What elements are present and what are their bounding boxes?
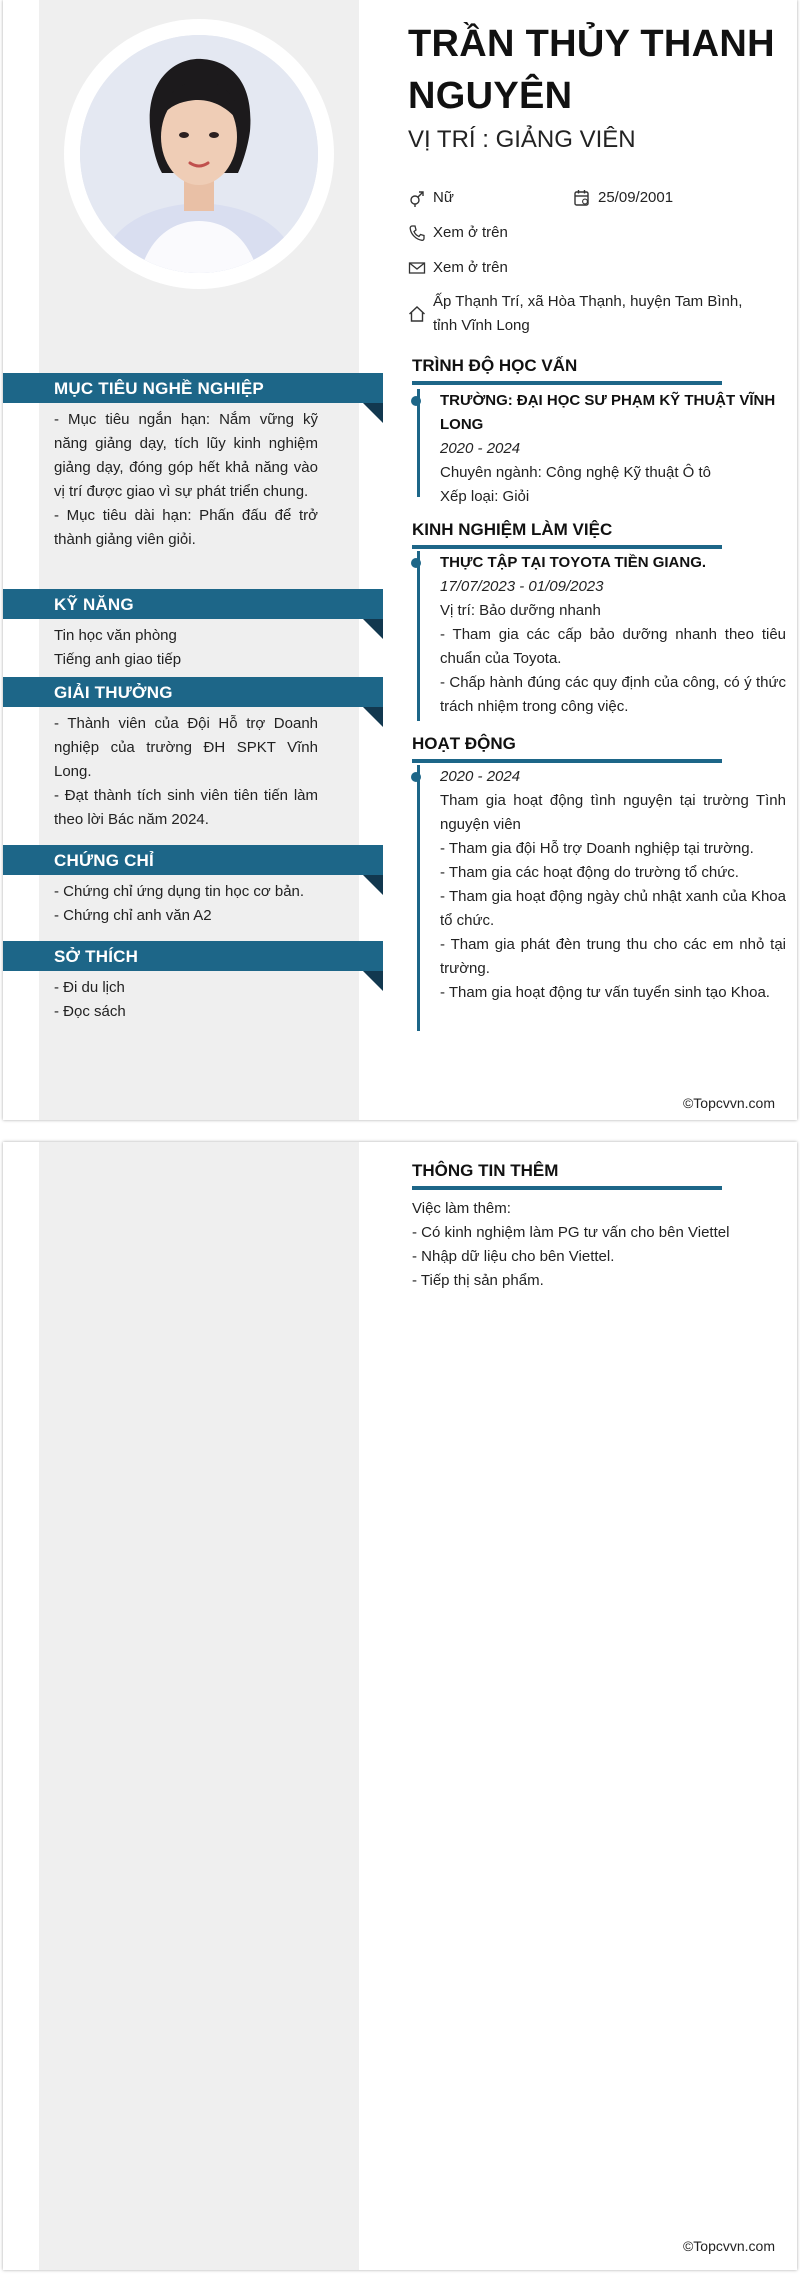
education-major: Chuyên ngành: Công nghệ Kỹ thuật Ô tô xyxy=(440,464,712,481)
certificates-title: CHỨNG CHỈ xyxy=(54,851,154,870)
home-icon xyxy=(408,305,426,323)
gender-value: Nữ xyxy=(433,189,454,206)
activity-item: - Tham gia hoạt động ngày chủ nhật xanh của Khoa tổ chức. xyxy=(440,888,786,929)
education-title: TRÌNH ĐỘ HỌC VẤN xyxy=(412,356,578,375)
phone-value: Xem ở trên xyxy=(433,224,508,241)
activity-item: - Tham gia hoạt động tư vấn tuyển sinh tạo Khoa. xyxy=(440,984,770,1001)
candidate-name: TRẦN THỦY THANH NGUYÊN xyxy=(408,23,775,117)
email-icon xyxy=(408,259,426,277)
objective-line: - Mục tiêu dài hạn: Phấn đấu để trở thành giảng viên giỏi. xyxy=(54,507,318,548)
experience-heading xyxy=(412,520,722,540)
ribbon-fold xyxy=(363,707,383,727)
ribbon-fold xyxy=(363,971,383,991)
skills-body xyxy=(54,624,318,672)
skill-item: Tiếng anh giao tiếp xyxy=(54,651,182,668)
activities-dates: 2020 - 2024 xyxy=(440,768,521,785)
award-item: - Đạt thành tích sinh viên tiên tiến làm theo lời Bác năm 2024. xyxy=(54,787,318,828)
skill-item: Tin học văn phòng xyxy=(54,627,177,644)
award-item: - Thành viên của Đội Hỗ trợ Doanh nghiệp của trường ĐH SPKT Vĩnh Long. xyxy=(54,715,318,780)
cv-page-2 xyxy=(3,1142,797,2270)
heading-underline xyxy=(412,545,722,549)
heading-underline xyxy=(412,381,722,385)
awards-heading xyxy=(3,677,383,707)
left-sidebar xyxy=(39,1142,359,2270)
profile-photo xyxy=(80,35,318,273)
address-line-2: tỉnh Vĩnh Long xyxy=(433,317,530,334)
certificates-body xyxy=(54,880,318,928)
gender-icon xyxy=(408,189,426,207)
heading-underline xyxy=(412,759,722,763)
hobbies-title: SỞ THÍCH xyxy=(54,947,139,966)
hobby-item: - Đi du lịch xyxy=(54,979,125,996)
activities-heading xyxy=(412,734,722,754)
ribbon-fold xyxy=(363,619,383,639)
dob-row xyxy=(573,186,773,210)
certificates-section xyxy=(3,845,383,924)
hobby-item: - Đọc sách xyxy=(54,1003,126,1020)
certificate-item: - Chứng chỉ anh văn A2 xyxy=(54,907,212,924)
ribbon-fold xyxy=(363,875,383,895)
experience-timeline xyxy=(417,551,786,721)
extra-info-heading xyxy=(412,1161,722,1181)
experience-title: KINH NGHIỆM LÀM VIỆC xyxy=(412,520,613,539)
extra-line: Việc làm thêm: xyxy=(412,1200,511,1217)
email-value: Xem ở trên xyxy=(433,259,508,276)
extra-line: - Có kinh nghiệm làm PG tư vấn cho bên Viettel xyxy=(412,1224,730,1241)
objective-section xyxy=(3,373,383,548)
extra-info-body xyxy=(412,1197,782,1293)
hobbies-body xyxy=(54,976,318,1024)
certificate-item: - Chứng chỉ ứng dụng tin học cơ bản. xyxy=(54,883,305,900)
job-position: VỊ TRÍ : GIẢNG VIÊN xyxy=(408,126,636,153)
footer-brand: ©Topcvvn.com xyxy=(682,2238,775,2254)
address-line-1: Ấp Thạnh Trí, xã Hòa Thạnh, huyện Tam Bình, xyxy=(433,293,743,310)
profile-photo-frame xyxy=(64,19,334,289)
skills-section xyxy=(3,589,383,668)
objective-line: - Mục tiêu ngắn hạn: Nắm vững kỹ năng giảng dạy, tích lũy kinh nghiệm giảng dạy, đóng góp hết khả năng vào vị trí được giao vì sự phát triển chung. xyxy=(54,411,318,500)
awards-section xyxy=(3,677,383,828)
skills-heading xyxy=(3,589,383,619)
experience-line: Vị trí: Bảo dưỡng nhanh xyxy=(440,602,601,619)
awards-body xyxy=(54,712,318,832)
experience-line: - Tham gia các cấp bảo dưỡng nhanh theo tiêu chuẩn của Toyota. xyxy=(440,626,786,667)
email-row xyxy=(408,256,708,280)
extra-line: - Tiếp thị sản phẩm. xyxy=(412,1272,544,1289)
activities-entry xyxy=(420,765,786,1005)
education-heading xyxy=(412,356,722,376)
activity-item: Tham gia hoạt động tình nguyện tại trường Tình nguyện viên xyxy=(440,792,786,833)
experience-dates: 17/07/2023 - 01/09/2023 xyxy=(440,578,604,595)
activity-item: - Tham gia đội Hỗ trợ Doanh nghiệp tại trường. xyxy=(440,840,754,857)
activities-timeline xyxy=(417,765,786,1031)
objective-title: MỤC TIÊU NGHỀ NGHIỆP xyxy=(54,379,264,398)
gender-row xyxy=(408,186,568,210)
phone-row xyxy=(408,221,708,245)
cv-page-1 xyxy=(3,0,797,1120)
heading-underline xyxy=(412,1186,722,1190)
ribbon-fold xyxy=(363,403,383,423)
hobbies-section xyxy=(3,941,383,1020)
education-dates: 2020 - 2024 xyxy=(440,440,521,457)
skills-title: KỸ NĂNG xyxy=(54,595,134,614)
phone-icon xyxy=(408,224,426,242)
experience-line: - Chấp hành đúng các quy định của công, có ý thức trách nhiệm trong công việc. xyxy=(440,674,786,715)
school-name: TRƯỜNG: ĐẠI HỌC SƯ PHẠM KỸ THUẬT VĨNH LONG xyxy=(440,392,776,433)
calendar-icon xyxy=(573,189,591,207)
education-timeline xyxy=(417,389,786,505)
footer-brand: ©Topcvvn.com xyxy=(682,1095,775,1111)
experience-entry xyxy=(420,551,786,719)
activity-item: - Tham gia phát đèn trung thu cho các em nhỏ tại trường. xyxy=(440,936,786,977)
objective-heading xyxy=(3,373,383,403)
hobbies-heading xyxy=(3,941,383,971)
extra-line: - Nhập dữ liệu cho bên Viettel. xyxy=(412,1248,615,1265)
portrait-illustration xyxy=(80,35,318,273)
awards-title: GIẢI THƯỞNG xyxy=(54,683,173,702)
education-rank: Xếp loại: Giỏi xyxy=(440,488,530,505)
dob-value: 25/09/2001 xyxy=(598,189,674,206)
company-name: THỰC TẬP TẠI TOYOTA TIỀN GIANG. xyxy=(440,554,707,571)
extra-info-title: THÔNG TIN THÊM xyxy=(412,1161,559,1180)
objective-body xyxy=(54,408,318,552)
certificates-heading xyxy=(3,845,383,875)
activities-title: HOẠT ĐỘNG xyxy=(412,734,516,753)
address-row xyxy=(408,290,788,338)
activity-item: - Tham gia các hoạt động do trường tổ chức. xyxy=(440,864,739,881)
education-entry xyxy=(420,389,786,509)
